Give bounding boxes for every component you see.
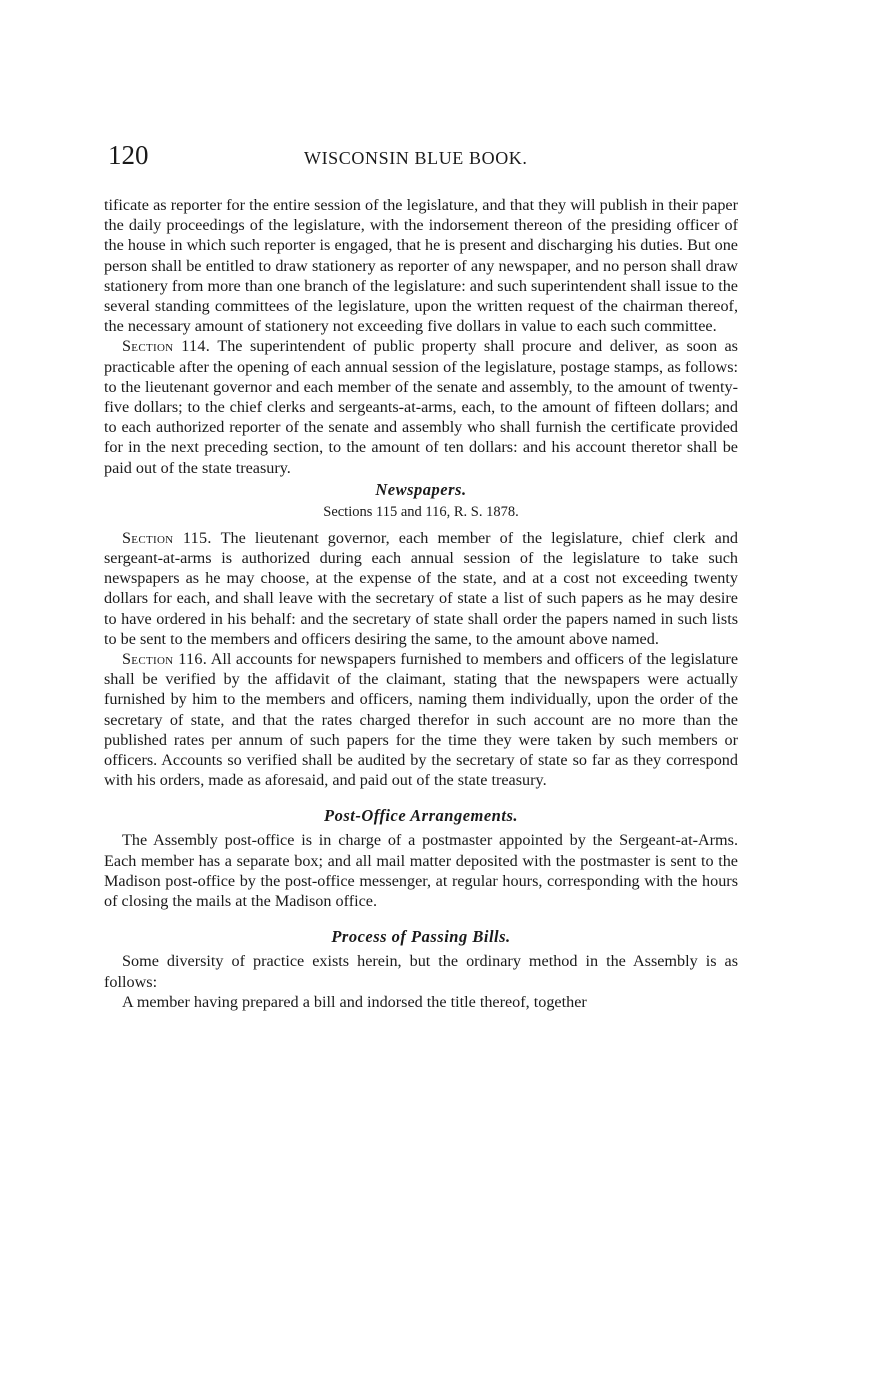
heading-newspapers: Newspapers. — [375, 479, 467, 499]
section-116-text: All accounts for newspapers furnished to members and officers of the legislature shall be verified by the affidavit of the claimant, stating that the newspapers were actually furnished by him to the members and officers, naming them individually, upon the order of the secretary of state, and that the rates charged therefor in such account are no more than the published rates per annum of such papers for the time they were taken by such members or officers. Accounts so verified shall be audited by the secretary of state so far as they correspond with his orders, made as aforesaid, and paid out of the state treasury. — [104, 650, 739, 790]
running-title: WISCONSIN BLUE BOOK. — [304, 148, 528, 168]
section-116-paragraph — [104, 649, 738, 790]
section-114-paragraph — [104, 336, 738, 477]
paragraph-continuation: tificate as reporter for the entire session of the legislature, and that they will publish in their paper the daily proceedings of the legislature, with the indorsement thereon of the presiding officer of the house in which such reporter is engaged, that he is present and discharging his duties. But one person shall be entitled to draw stationery as reporter of any newspaper, and no person shall draw stationery from more than one branch of the legislature: and such superintendent shall issue to the several standing committees of the legislature, upon the written request of the chairman thereof, the necessary amount of stationery not exceeding five dollars in value to each such committee. — [104, 196, 738, 336]
subheading-newspapers: Sections 115 and 116, R. S. 1878. — [323, 503, 519, 520]
process-paragraph-2: A member having prepared a bill and indorsed the title thereof, together — [122, 992, 587, 1011]
section-114-label: Section 114. — [122, 337, 211, 356]
section-114-text: The superintendent of public property shall procure and deliver, as soon as practicable after the opening of each annual session of the legislature, postage stamps, as follows: to the lieutenant governor and each member of the senate and assembly, to the amount of twenty-five dollars; to the chief clerks and sergeants-at-arms, each, to the amount of fifteen dollars; and to each authorized reporter of the senate and assembly who shall furnish the certificate provided for in the next preceding section, to the amount of ten dollars: and his account theretor shall be paid out of the state treasury. — [104, 337, 738, 477]
heading-post-office: Post-Office Arrangements. — [324, 806, 518, 826]
page-number: 120 — [108, 140, 149, 170]
section-116-label: Section 116. — [122, 650, 208, 669]
page-header — [108, 140, 738, 180]
section-115-text: The lieutenant governor, each member of the legislature, chief clerk and sergeant-at-arms is authorized during each annual session of the legislature to take such newspapers as he may choose, at the expense of the state, and at a cost not exceeding twenty dollars for each, and shall leave with the secretary of state a list of such papers as he may desire to have ordered in his behalf: and the secretary of state shall order the papers named in such lists to be sent to the members and officers desiring the same, to the amount above named. — [104, 528, 738, 648]
process-paragraph-1: Some diversity of practice exists herein, but the ordinary method in the Assembly is as follows: — [104, 952, 738, 991]
heading-process-passing-bills: Process of Passing Bills. — [331, 927, 511, 947]
section-115-paragraph — [104, 528, 738, 649]
post-office-paragraph: The Assembly post-office is in charge of a postmaster appointed by the Sergeant-at-Arms. Each member has a separate box; and all mail matter deposited with the postmaster is sent to the Madison post-office by the post-office messenger, at regular hours, corresponding with the hours of closing the mails at the Madison office. — [104, 831, 738, 911]
section-115-label: Section 115. — [122, 528, 212, 547]
page-body — [104, 195, 738, 1012]
